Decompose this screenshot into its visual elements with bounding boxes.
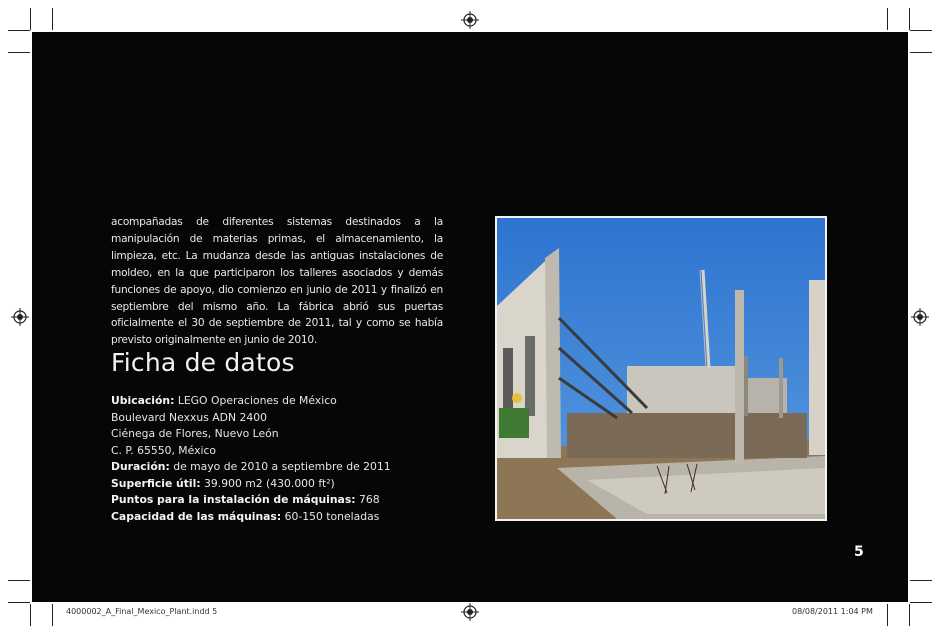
fact-value: 60-150 toneladas: [284, 509, 380, 523]
fact-sheet: [111, 393, 471, 525]
crop-mark: [30, 604, 31, 626]
fact-label: Superficie útil:: [111, 476, 201, 490]
fact-value: de mayo de 2010 a septiembre de 2011: [173, 460, 391, 473]
address-line: Ciénega de Flores, Nuevo León: [111, 427, 279, 440]
crop-mark: [52, 8, 53, 30]
crop-mark: [910, 52, 932, 53]
crop-mark: [30, 8, 31, 30]
crop-mark: [910, 580, 932, 581]
crop-mark: [8, 580, 30, 581]
fact-label: Puntos para la instalación de máquinas:: [111, 493, 356, 506]
fact-value: 768: [359, 493, 380, 506]
fact-location: [111, 393, 471, 410]
fact-label: Capacidad de las máquinas:: [111, 509, 282, 523]
crop-mark: [8, 30, 30, 31]
crop-mark: [910, 602, 932, 603]
slug-filename: 4000002_A_Final_Mexico_Plant.indd 5: [66, 607, 218, 616]
crop-mark: [887, 8, 888, 30]
registration-mark-left: [11, 308, 29, 326]
fact-machine-capacity: [111, 509, 471, 526]
fact-value: LEGO Operaciones de México: [177, 394, 337, 407]
crop-mark: [909, 604, 910, 626]
crop-mark: [8, 52, 30, 53]
registration-mark-bottom: [461, 603, 479, 621]
section-heading: Ficha de datos: [111, 348, 295, 377]
crop-mark: [887, 604, 888, 626]
fact-duration: [111, 459, 471, 476]
address-line: C. P. 65550, México: [111, 443, 217, 457]
slug-timestamp: 08/08/2011 1:04 PM: [792, 607, 873, 616]
fact-label: Duración:: [111, 460, 170, 473]
crop-mark: [52, 604, 53, 626]
page-number: 5: [854, 544, 864, 560]
address-line: Boulevard Nexxus ADN 2400: [111, 410, 267, 424]
crop-mark: [8, 602, 30, 603]
fact-label: Ubicación:: [111, 394, 175, 407]
fact-value: 39.900 m2 (430.000 ft²): [204, 476, 335, 490]
body-paragraph: acompañadas de diferentes sistemas destinados a la manipulación de materias primas, el almacenamiento, la limpieza, etc. La mudanza desde las antiguas instalaciones de moldeo, en la que participaron los talleres asociados y demás funciones de apoyo, dio comienzo en junio de 2011 y finalizó en septiembre del mismo año. La fábrica abrió sus puertas oficialmente el 30 de septiembre de 2011, tal y como se había previsto originalmente en junio de 2010.: [111, 216, 443, 347]
crop-mark: [910, 30, 932, 31]
crop-mark: [909, 8, 910, 30]
registration-mark-right: [911, 308, 929, 326]
fact-machine-points: [111, 492, 471, 509]
construction-photo: [495, 216, 827, 521]
fact-area: [111, 476, 471, 493]
registration-mark-top: [461, 11, 479, 29]
page: [32, 32, 908, 602]
